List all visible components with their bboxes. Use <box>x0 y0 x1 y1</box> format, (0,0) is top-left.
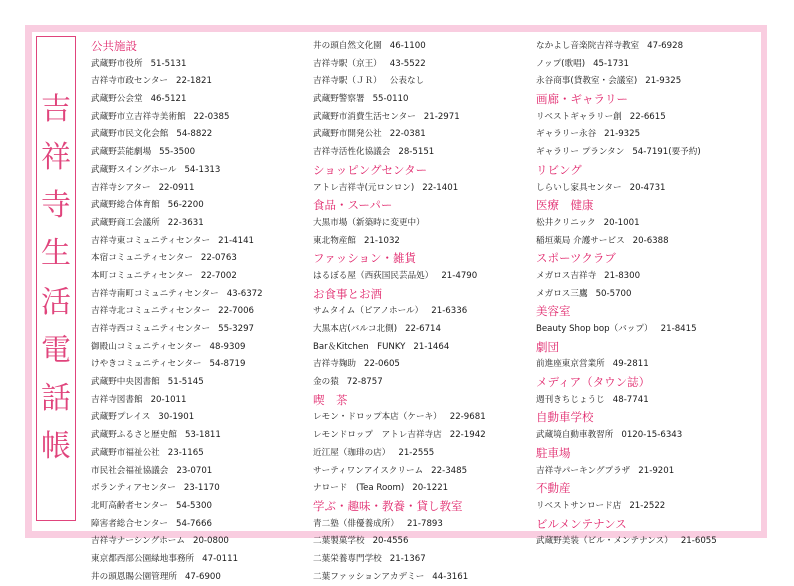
entry-phone: 0120-15-6343 <box>621 430 683 441</box>
directory-entry <box>313 144 486 162</box>
directory-entry <box>91 445 263 463</box>
entry-name: 吉祥寺シアター <box>91 182 151 193</box>
directory-entry <box>536 180 717 198</box>
directory-entry <box>313 533 486 551</box>
entry-name: 吉祥寺ナーシングホーム <box>91 536 185 547</box>
directory-entry <box>91 480 263 498</box>
entry-name: 武蔵野総合体育館 <box>91 200 160 211</box>
category-heading: ショッピングセンター <box>313 162 428 177</box>
directory-column-1 <box>91 38 263 586</box>
entry-phone: 21-1367 <box>389 553 426 564</box>
entry-name: 吉祥寺市政センター <box>91 76 169 87</box>
category-heading: 学ぶ・趣味・教養・貸し教室 <box>313 498 463 513</box>
category-heading: 駐車場 <box>536 445 571 460</box>
category-heading: お食事とお酒 <box>313 286 382 301</box>
entry-phone: 47-6928 <box>647 41 684 51</box>
entry-name: 井の頭自然文化園 <box>313 41 382 51</box>
directory-entry <box>91 56 263 74</box>
directory-entry <box>536 533 717 551</box>
directory-entry <box>91 73 263 91</box>
title-char: 電 <box>41 332 71 368</box>
directory-entry <box>313 233 486 251</box>
entry-name: サムタイム（ピアノホール） <box>313 306 424 317</box>
category-heading: 美容室 <box>536 304 571 319</box>
directory-entry <box>536 38 717 56</box>
directory-entry <box>313 126 486 144</box>
category-heading: スポーツクラブ <box>536 251 616 266</box>
category-heading: リビング <box>536 162 582 177</box>
entry-name: 障害者総合センター <box>91 518 169 529</box>
directory-entry <box>313 268 486 286</box>
entry-name: リベストサンロード店 <box>536 500 622 511</box>
entry-name: 武蔵野市民文化会館 <box>91 129 169 140</box>
entry-phone: 20-1001 <box>603 217 640 228</box>
entry-phone: 54-7666 <box>176 518 212 529</box>
directory-entry <box>313 374 486 392</box>
entry-phone: 51-5145 <box>167 377 204 388</box>
directory-entry <box>313 38 486 56</box>
entry-name: 市民社会福祉協議会 <box>91 465 169 476</box>
directory-entry <box>91 339 263 357</box>
directory-entry <box>91 126 263 144</box>
entry-name: 武蔵野プレイス <box>91 412 151 423</box>
entry-phone: 50-5700 <box>595 288 632 299</box>
directory-entry <box>313 180 486 198</box>
directory-entry <box>91 109 263 127</box>
directory-entry <box>536 144 717 162</box>
title-char: 帳 <box>41 428 71 464</box>
entry-name: 武蔵野市役所 <box>91 58 143 69</box>
directory-entry <box>536 498 717 516</box>
directory-entry <box>313 339 486 357</box>
directory-entry <box>313 356 486 374</box>
directory-entry <box>313 109 486 127</box>
entry-phone: 21-8415 <box>660 324 697 334</box>
title-char: 生 <box>41 236 71 272</box>
entry-phone: 22-0385 <box>193 111 230 122</box>
directory-entry <box>536 392 717 410</box>
directory-entry <box>313 463 486 481</box>
title-char: 活 <box>41 284 71 320</box>
vertical-title <box>36 36 76 521</box>
directory-entry <box>91 427 263 445</box>
entry-name: アトレ吉祥寺(元ロンロン) <box>313 182 415 193</box>
entry-phone: 54-8822 <box>176 129 213 140</box>
directory-entry <box>536 356 717 374</box>
entry-name: 本町コミュニティセンター <box>91 270 193 281</box>
category-heading: 不動産 <box>536 481 571 496</box>
entry-phone: 23-1170 <box>183 483 220 494</box>
entry-phone: 54-1313 <box>184 164 221 175</box>
entry-name: 大黒市場（新築時に変更中） <box>313 217 425 228</box>
entry-name: 吉祥寺南町コミュニティセンター <box>91 288 219 299</box>
entry-name: 吉祥寺駅（京王） <box>313 58 382 69</box>
directory-entry <box>536 109 717 127</box>
directory-entry <box>536 463 717 481</box>
entry-name: 吉祥寺東コミュニティセンター <box>91 235 211 246</box>
entry-phone: 20-6388 <box>632 235 669 246</box>
entry-name: 吉祥寺麹助 <box>313 359 356 370</box>
directory-entry <box>91 233 263 251</box>
entry-phone: 21-9201 <box>638 465 675 476</box>
entry-name: メガロス三鷹 <box>536 288 588 299</box>
entry-phone: 21-2522 <box>629 500 666 511</box>
entry-name: 武蔵境自動車教習所 <box>536 430 614 441</box>
directory-entry <box>91 144 263 162</box>
category-heading: 医療 健康 <box>536 198 594 213</box>
entry-name: レモン・ドロップ本店（ケーキ） <box>313 412 442 423</box>
directory-entry <box>536 215 717 233</box>
entry-phone: 20-4556 <box>372 536 409 547</box>
entry-phone: 30-1901 <box>158 412 195 423</box>
entry-name: 武蔵野公会堂 <box>91 94 143 105</box>
entry-name: 吉祥寺西コミュニティセンター <box>91 324 211 334</box>
entry-phone: 47-6900 <box>184 571 221 582</box>
directory-entry <box>91 409 263 427</box>
entry-phone: 46-1100 <box>389 41 426 51</box>
category-heading: 喫 茶 <box>313 392 348 407</box>
entry-name: 金の猿 <box>313 377 339 388</box>
entry-name: 吉祥寺駅（ＪＲ） <box>313 76 382 87</box>
directory-entry <box>91 551 263 569</box>
entry-phone: 46-5121 <box>150 94 187 105</box>
entry-name: 御殿山コミュニティセンター <box>91 341 202 352</box>
directory-entry <box>91 356 263 374</box>
entry-name: 松井クリニック <box>536 217 596 228</box>
directory-entry <box>313 445 486 463</box>
entry-name: しらいし家具センター <box>536 182 622 193</box>
directory-entry <box>536 126 717 144</box>
entry-name: 二葉ファッションアカデミー <box>313 571 425 582</box>
entry-phone: 47-0111 <box>202 553 239 564</box>
entry-name: ギャラリー永谷 <box>536 129 597 140</box>
entry-phone: 22-1821 <box>176 76 212 87</box>
directory-entry <box>313 215 486 233</box>
entry-phone: 22-9681 <box>449 412 486 423</box>
directory-entry <box>91 268 263 286</box>
directory-column-2 <box>313 38 486 586</box>
entry-phone: 20-1221 <box>412 483 449 494</box>
directory-entry <box>536 286 717 304</box>
category-heading: 自動車学校 <box>536 410 594 425</box>
entry-phone: 55-3500 <box>159 147 196 158</box>
category-heading: 食品・スーパー <box>313 198 393 213</box>
category-heading: メディア（タウン誌） <box>536 375 651 390</box>
entry-name: ボランティアセンター <box>91 483 176 494</box>
entry-phone: 21-1464 <box>413 341 450 352</box>
entry-phone: 22-0763 <box>200 253 237 264</box>
entry-phone: 23-1165 <box>167 447 204 458</box>
title-char: 祥 <box>41 140 71 176</box>
entry-name: 近江屋（珈琲の店） <box>313 447 391 458</box>
entry-phone: 21-8300 <box>604 270 641 281</box>
category-heading: 劇団 <box>536 339 559 354</box>
entry-name: ノップ(歌唱) <box>536 58 586 69</box>
entry-phone: 21-6055 <box>680 536 717 547</box>
entry-name: 井の頭恩賜公園管理所 <box>91 571 177 582</box>
entry-phone: 22-6714 <box>405 324 441 334</box>
directory-entry <box>536 268 717 286</box>
entry-name: 吉祥寺図書館 <box>91 394 143 405</box>
category-heading: 画廊・ギャラリー <box>536 92 628 107</box>
entry-phone: 22-7002 <box>200 270 237 281</box>
entry-phone: 23-0701 <box>176 465 213 476</box>
directory-entry <box>91 180 263 198</box>
entry-phone: 20-1011 <box>150 394 187 405</box>
entry-name: リベストギャラリー創 <box>536 111 622 122</box>
entry-phone: 48-7741 <box>612 394 649 405</box>
entry-phone: 54-5300 <box>176 500 212 511</box>
entry-phone: 22-7006 <box>218 306 255 317</box>
directory-entry <box>91 197 263 215</box>
directory-entry <box>536 321 717 339</box>
entry-phone: 21-4141 <box>218 235 255 246</box>
entry-phone: 21-1032 <box>363 235 400 246</box>
directory-entry <box>91 374 263 392</box>
directory-column-3 <box>536 38 717 551</box>
category-heading: 公共施設 <box>91 39 137 53</box>
entry-name: 本宿コミュニティセンター <box>91 253 193 264</box>
directory-entry <box>91 392 263 410</box>
entry-phone: 49-2811 <box>612 359 649 370</box>
title-char: 寺 <box>41 188 71 224</box>
entry-name: 武蔵野スイングホール <box>91 164 177 175</box>
entry-phone: 21-2555 <box>398 447 435 458</box>
directory-entry <box>313 409 486 427</box>
entry-name: 吉祥寺活性化協議会 <box>313 147 391 158</box>
directory-entry <box>536 427 717 445</box>
entry-name: 武蔵野市立吉祥寺美術館 <box>91 111 186 122</box>
entry-name: はるぼる屋（西荻国民芸品処） <box>313 270 434 281</box>
entry-name: 二葉製菓学校 <box>313 536 365 547</box>
entry-name: 武蔵野芸能劇場 <box>91 147 152 158</box>
entry-name: レモンドロップ アトレ吉祥寺店 <box>313 430 442 441</box>
entry-name: ギャラリー プランタン <box>536 147 625 158</box>
directory-entry <box>313 321 486 339</box>
entry-phone: 21-4790 <box>441 270 478 281</box>
directory-entry <box>313 569 486 586</box>
entry-name: 前進座東京営業所 <box>536 359 605 370</box>
directory-entry <box>91 516 263 534</box>
entry-phone: 55-3297 <box>218 324 255 334</box>
entry-name: 吉祥寺北コミュニティセンター <box>91 306 211 317</box>
directory-entry <box>91 91 263 109</box>
entry-phone: 54-7191(要予約) <box>632 147 701 158</box>
entry-name: 武蔵野警察署 <box>313 94 365 105</box>
directory-entry <box>313 516 486 534</box>
entry-phone: 22-0911 <box>158 182 195 193</box>
category-heading: ビルメンテナンス <box>536 516 627 531</box>
entry-phone: 22-6615 <box>629 111 666 122</box>
entry-name: 吉祥寺パーキングプラザ <box>536 465 631 476</box>
entry-phone: 公表なし <box>389 76 425 87</box>
entry-name: 大黒本店(バルコ北側) <box>313 324 398 334</box>
directory-entry <box>313 480 486 498</box>
entry-name: ナロード (Tea Room) <box>313 483 405 494</box>
entry-name: 週刊きちじょうじ <box>536 394 605 405</box>
entry-phone: 20-4731 <box>629 182 666 193</box>
entry-name: 永谷商事(貸教室・会議室) <box>536 76 638 87</box>
entry-phone: 21-9325 <box>604 129 641 140</box>
entry-name: Beauty Shop bop（バップ） <box>536 324 653 334</box>
directory-entry <box>91 303 263 321</box>
directory-entry <box>91 569 263 586</box>
entry-phone: 22-1942 <box>449 430 486 441</box>
entry-phone: 22-1401 <box>422 182 459 193</box>
title-char: 吉 <box>41 92 71 128</box>
entry-phone: 43-5522 <box>389 58 426 69</box>
entry-name: 東京都西部公園緑地事務所 <box>91 553 195 564</box>
directory-entry <box>313 427 486 445</box>
entry-name: 稲垣薬局 介護サービス <box>536 235 625 246</box>
entry-name: 青二塾（俳優養成所） <box>313 518 399 529</box>
entry-phone: 28-5151 <box>398 147 435 158</box>
entry-phone: 44-3161 <box>432 571 469 582</box>
title-char: 話 <box>41 380 71 416</box>
entry-name: 二葉栄養専門学校 <box>313 553 382 564</box>
directory-entry <box>91 250 263 268</box>
directory-entry <box>536 73 717 91</box>
entry-phone: 22-0605 <box>363 359 400 370</box>
entry-name: 武蔵野市開発公社 <box>313 129 382 140</box>
entry-phone: 53-1811 <box>184 430 221 441</box>
entry-phone: 21-2971 <box>423 111 460 122</box>
entry-name: 東北物産館 <box>313 235 356 246</box>
entry-phone: 56-2200 <box>167 200 204 211</box>
entry-phone: 54-8719 <box>209 359 246 370</box>
directory-entry <box>91 463 263 481</box>
directory-entry <box>313 551 486 569</box>
entry-name: 北町高齢者センター <box>91 500 169 511</box>
entry-name: 武蔵野商工会議所 <box>91 217 160 228</box>
entry-phone: 43-6372 <box>226 288 263 299</box>
entry-name: 武蔵野市消費生活センター <box>313 111 416 122</box>
entry-phone: 72-8757 <box>346 377 383 388</box>
entry-phone: 55-0110 <box>372 94 409 105</box>
directory-entry <box>91 321 263 339</box>
entry-name: 武蔵野市福祉公社 <box>91 447 160 458</box>
directory-entry <box>536 56 717 74</box>
entry-name: サーティワンアイスクリーム <box>313 465 424 476</box>
entry-name: 武蔵野美装（ビル・メンテナンス） <box>536 536 673 547</box>
entry-name: けやきコミュニティセンター <box>91 359 202 370</box>
directory-entry <box>313 73 486 91</box>
entry-phone: 21-7893 <box>406 518 443 529</box>
entry-name: Bar＆Kitchen FUNKY <box>313 341 406 352</box>
directory-entry <box>313 56 486 74</box>
directory-entry <box>313 303 486 321</box>
entry-phone: 45-1731 <box>593 58 629 69</box>
entry-phone: 21-6336 <box>431 306 468 317</box>
entry-phone: 22-3485 <box>431 465 468 476</box>
entry-phone: 51-5131 <box>150 58 187 69</box>
directory-entry <box>91 215 263 233</box>
entry-name: 武蔵野中央図書館 <box>91 377 160 388</box>
category-heading: ファッション・雑貨 <box>313 251 417 266</box>
directory-entry <box>91 533 263 551</box>
entry-name: なかよし音楽院吉祥寺教室 <box>536 41 640 51</box>
entry-name: メガロス吉祥寺 <box>536 270 597 281</box>
directory-entry <box>536 233 717 251</box>
directory-entry <box>91 286 263 304</box>
entry-phone: 20-0800 <box>192 536 229 547</box>
entry-phone: 21-9325 <box>645 76 682 87</box>
directory-entry <box>91 498 263 516</box>
entry-name: 武蔵野ふるさと歴史館 <box>91 430 177 441</box>
entry-phone: 48-9309 <box>209 341 246 352</box>
directory-entry <box>313 91 486 109</box>
entry-phone: 22-0381 <box>389 129 426 140</box>
entry-phone: 22-3631 <box>167 217 204 228</box>
directory-entry <box>91 162 263 180</box>
